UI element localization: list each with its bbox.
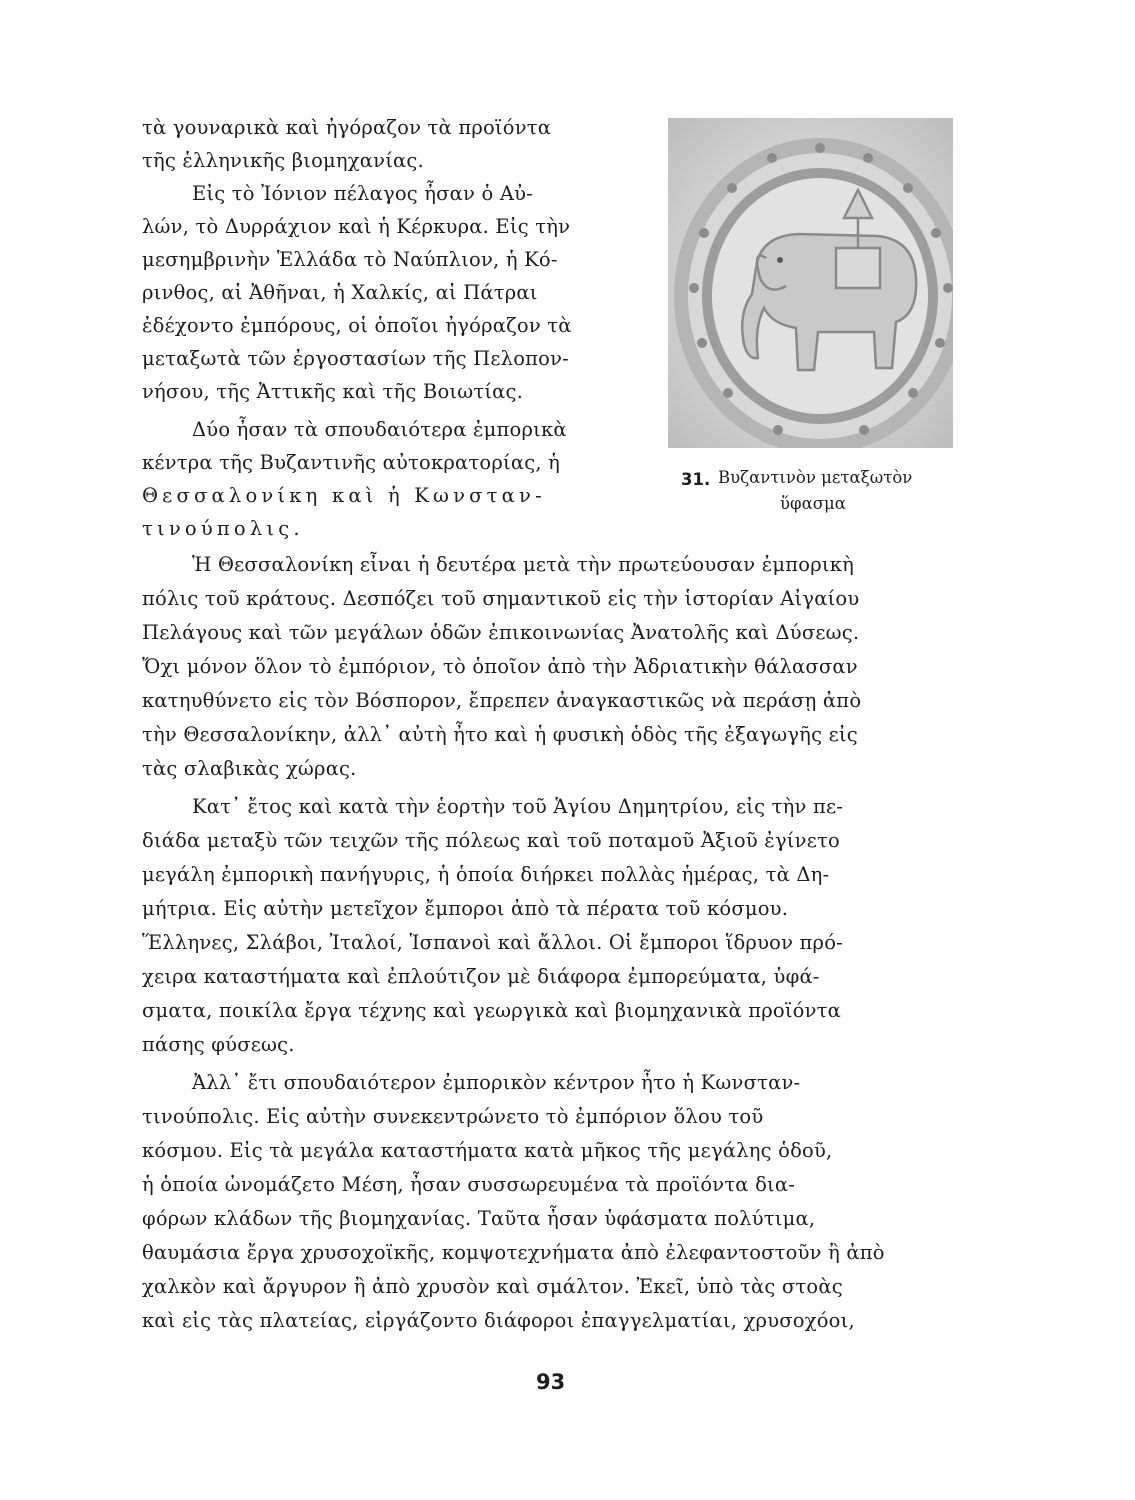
figure-caption-line1: Βυζαντινὸν μεταξωτὸν (718, 468, 913, 487)
text-line: ἐδέχοντο ἐμπόρους, οἱ ὁποῖοι ἠγόραζον τὰ (142, 314, 572, 337)
figure-byzantine-silk (668, 118, 953, 448)
text-line: μήτρια. Εἰς αὐτὴν μετεῖχον ἔμποροι ἀπὸ τὰ πέρατα τοῦ κόσμου. (142, 897, 789, 920)
text-line: πόλις τοῦ κράτους. Δεσπόζει τοῦ σημαντικοῦ εἰς τὴν ἱστορίαν Αἰγαίου (142, 587, 860, 610)
text-line: σματα, ποικίλα ἔργα τέχνης καὶ γεωργικὰ καὶ βιομηχανικὰ προϊόντα (142, 999, 842, 1022)
figure-caption-line2: ὕφασμα (780, 494, 846, 513)
text-line: Ἕλληνες, Σλάβοι, Ἰταλοί, Ἱσπανοὶ καὶ ἄλλοι. Οἱ ἔμποροι ἵδρυον πρό- (142, 931, 843, 954)
text-line: μεταξωτὰ τῶν ἐργοστασίων τῆς Πελοπον- (142, 347, 569, 370)
text-line: φόρων κλάδων τῆς βιομηχανίας. Ταῦτα ἦσαν ὑφάσματα πολύτιμα, (142, 1207, 816, 1230)
elephant-medallion-image (668, 118, 953, 448)
text-line: Πελάγους καὶ τῶν μεγάλων ὁδῶν ἐπικοινωνίας Ἀνατολῆς καὶ Δύσεως. (142, 621, 860, 644)
text-line: διάδα μεταξὺ τῶν τειχῶν τῆς πόλεως καὶ τοῦ ποταμοῦ Ἀξιοῦ ἐγίνετο (142, 829, 840, 852)
text-line: λών, τὸ Δυρράχιον καὶ ἡ Κέρκυρα. Εἰς τὴν (142, 215, 571, 238)
text-line: μεσημβρινὴν Ἑλλάδα τὸ Ναύπλιον, ἡ Κό- (142, 248, 558, 271)
figure-number: 31. (681, 470, 711, 489)
text-line: χειρα καταστήματα καὶ ἐπλούτιζον μὲ διάφορα ἐμπορεύματα, ὑφά- (142, 965, 820, 988)
text-line: καὶ εἰς τὰς πλατείας, εἰργάζοντο διάφοροι ἐπαγγελματίαι, χρυσοχόοι, (142, 1309, 855, 1332)
page-number: 93 (536, 1370, 566, 1394)
text-line: θαυμάσια ἔργα χρυσοχοϊκῆς, κομψοτεχνήματα ἀπὸ ἐλεφαντοστοῦν ἢ ἀπὸ (142, 1241, 885, 1264)
text-line: Ἡ Θεσσαλονίκη εἶναι ἡ δευτέρα μετὰ τὴν πρωτεύουσαν ἐμπορικὴ (192, 553, 854, 576)
text-line: Ὄχι μόνον ὅλον τὸ ἐμπόριον, τὸ ὁποῖον ἀπὸ τὴν Ἀδριατικὴν θάλασσαν (142, 655, 858, 678)
text-line: τῆς ἑλληνικῆς βιομηχανίας. (142, 149, 424, 172)
text-line: κόσμου. Εἰς τὰ μεγάλα καταστήματα κατὰ μῆκος τῆς μεγάλης ὁδοῦ, (142, 1139, 833, 1162)
text-line: κατηυθύνετο εἰς τὸν Βόσπορον, ἔπρεπεν ἀναγκαστικῶς νὰ περάσῃ ἀπὸ (142, 689, 862, 712)
text-line: Δύο ἦσαν τὰ σπουδαιότερα ἐμπορικὰ (192, 418, 567, 441)
text-line: Κατ᾿ ἔτος καὶ κατὰ τὴν ἑορτὴν τοῦ Ἁγίου Δημητρίου, εἰς τὴν πε- (192, 795, 844, 818)
text-line: τινούπολις. (142, 517, 304, 540)
text-line: νήσου, τῆς Ἀττικῆς καὶ τῆς Βοιωτίας. (142, 380, 524, 403)
text-line: Θεσσαλονίκη καὶ ἡ Κωνσταν- (142, 484, 546, 507)
text-line: τὰς σλαβικὰς χώρας. (142, 757, 357, 780)
text-line: ἡ ὁποία ὠνομάζετο Μέση, ἦσαν συσσωρευμένα τὰ προϊόντα δια- (142, 1173, 796, 1196)
text-line: πάσης φύσεως. (142, 1033, 295, 1056)
text-line: Ἀλλ᾿ ἔτι σπουδαιότερον ἐμπορικὸν κέντρον ἦτο ἡ Κωνσταν- (192, 1071, 801, 1094)
text-line: τινούπολις. Εἰς αὐτὴν συνεκεντρώνετο τὸ ἐμπόριον ὅλου τοῦ (142, 1105, 764, 1128)
text-line: τὰ γουναρικὰ καὶ ἠγόραζον τὰ προϊόντα (142, 116, 552, 139)
text-line: μεγάλη ἐμπορικὴ πανήγυρις, ἡ ὁποία διήρκει πολλὰς ἡμέρας, τὰ Δη- (142, 863, 830, 886)
text-line: χαλκὸν καὶ ἄργυρον ἢ ἀπὸ χρυσὸν καὶ σμάλτον. Ἐκεῖ, ὑπὸ τὰς στοὰς (142, 1275, 843, 1298)
text-line: κέντρα τῆς Βυζαντινῆς αὐτοκρατορίας, ἡ (142, 451, 560, 474)
text-line: τὴν Θεσσαλονίκην, ἀλλ᾿ αὐτὴ ἦτο καὶ ἡ φυσικὴ ὁδὸς τῆς ἐξαγωγῆς εἰς (142, 723, 858, 746)
text-line: Εἰς τὸ Ἰόνιον πέλαγος ἦσαν ὁ Αὐ- (192, 182, 533, 205)
text-line: ρινθος, αἱ Ἀθῆναι, ἡ Χαλκίς, αἱ Πάτραι (142, 281, 538, 304)
